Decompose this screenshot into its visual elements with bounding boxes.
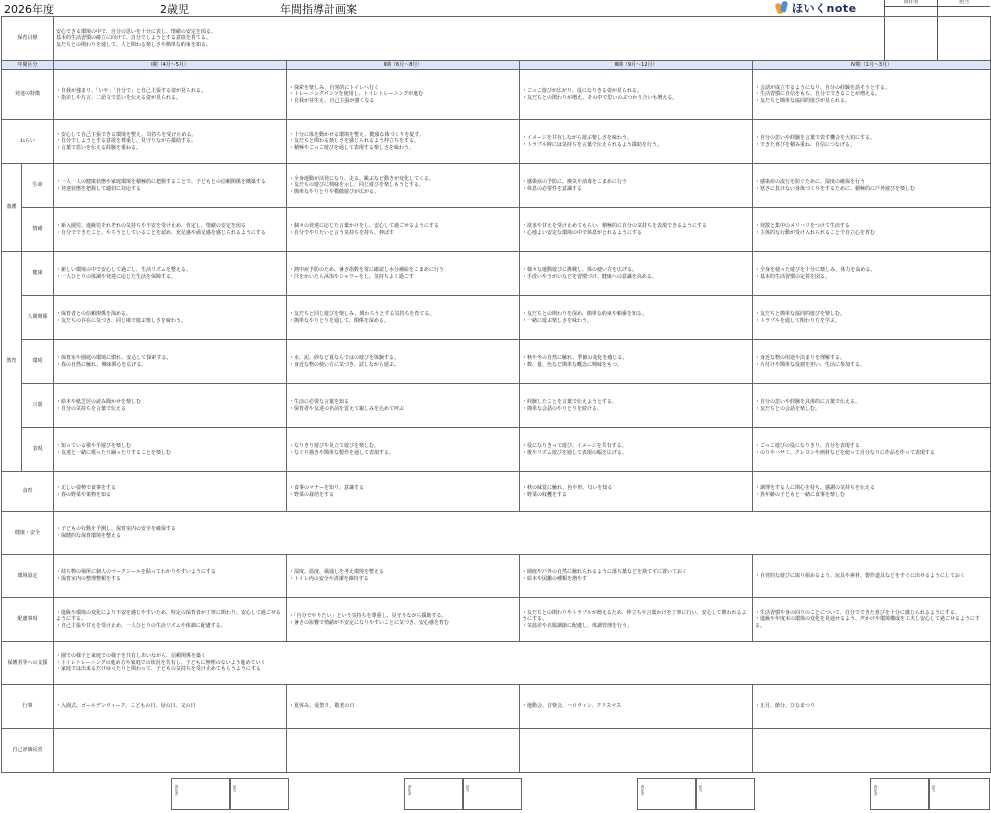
plan-cell: ・保育室や園庭の環境に慣れ、安心して探索する。 ・春の自然に触れ、興味関心を広げる。	[54, 340, 287, 384]
plan-cell: ・水、泥、砂など夏ならではの遊びを体験する。 ・身近な物の使い方に気づき、試しながら遊ぶ。	[287, 340, 520, 384]
row-label: 自己評価反省	[2, 729, 54, 773]
row-label: 健康・安全	[2, 512, 54, 555]
plan-cell: ・新入園児、進級児それぞれの気持ちや不安を受け止め、肯定し、情緒の安定を図る ・自分でできたこと、やろうとしていることを認め、充足感や満足感を感じられるようにする	[54, 208, 287, 252]
plan-cell: ・秋や冬の自然に触れ、季節の変化を感じる。 ・数、量、色など簡単な概念に興味をもつ。	[520, 340, 753, 384]
plan-cell: ・十分に体を動かせる環境を整え、健康な体づくりを促す。 ・友だちと関わる楽しさを感じられるよう仲立ちをする。 ・積極やごっこ遊びを通して表現する楽しさを味わう。	[287, 120, 520, 164]
plan-cell: ・夏休み、夏祭り、敬老の日	[287, 685, 520, 729]
row-environment-setup	[2, 555, 991, 598]
plan-cell: ・生活習慣や身の回りのことについて、自分でできた喜びを十分に感じられるようにする。 ・進級や年度末の環境の変化を見通せるよう、声かけや環境構成を工夫し安心して過ごせるようにする。	[753, 598, 991, 642]
plan-cell: ・運動会、音楽会、ハロウィン、クリスマス	[520, 685, 753, 729]
plan-cell: ・入園式、ゴールデンウィーク、こどもの日、母の日、父の日	[54, 685, 287, 729]
hoiku-note-logo	[776, 0, 857, 16]
plan-cell: ・園庭や戸外の自然に触れられるように落ち葉などを捨てずに置いておく ・絵本や図鑑の種類を増やす	[520, 555, 753, 598]
goals-label: 保育目標	[2, 17, 54, 61]
plan-cell-wide: ・園での様子と家庭での様子を共有しあいながら、信頼関係を築く ・トイレトレーニングの進め方や家庭での状況を共有し、子どもに無理のないよう進めていく ・家庭では出来るだけゆったりと関わって、子どもの気持ちを受け止めてもらうようにする	[54, 642, 991, 685]
plan-cell: ・全身運動が活発になり、走る、跳ぶなど動きが変化してくる。 ・友だちの遊びに興味を示し、同じ遊びを楽しもうとする。 ・簡単なやりとりや模倣遊びが広がる。	[287, 164, 520, 208]
phase-1: Ⅰ期（4月〜5月）	[54, 61, 287, 70]
plan-cell: ・友だちと同じ遊びを楽しみ、関わろうとする気持ちを育てる。 ・簡単なやりとりを通して、関係を深める。	[287, 296, 520, 340]
goals-text: 安心できる環境の中で、自分の思いを十分に表し、情緒の安定を図る。 基本的生活習慣の確立に向けて、自分でしようとする意欲を育てる。 友だちとの関わりを通して、人と関わる楽しさや簡単な約束を知る。	[54, 17, 991, 61]
row-expression	[2, 428, 991, 472]
row-label: 生命	[22, 164, 54, 208]
plan-cell: ・身近な物の用途や決まりを理解する。 ・片付けや簡単な役割を担い、生活に参加する。	[753, 340, 991, 384]
fiscal-year: 2026年度	[4, 3, 54, 16]
footer-sign-box: 責任者	[637, 778, 697, 810]
plan-cell: ・発散と集中のメリハリをつけて生活する ・主体的な行動が受け入れられることで自立心を育む	[753, 208, 991, 252]
approval-label-staff: 担当	[938, 0, 990, 7]
plan-cell-empty	[287, 729, 520, 773]
footer-sign-box: 責任者	[171, 778, 231, 810]
phase-label: 年間区分	[2, 61, 54, 70]
row-life	[2, 164, 991, 208]
group-education: 教育	[2, 252, 22, 472]
plan-cell: ・一人一人の健康状態や家庭環境を積極的に把握することで、子どもとの信頼関係を構築する ・発達状態を把握して適切に対応する	[54, 164, 287, 208]
footer-sign-box: 担当	[928, 778, 990, 810]
age-class: 2歳児	[160, 3, 189, 16]
plan-cell: ・絵本や紙芝居の読み聞かせを楽しむ ・自分の気持ちを言葉で伝える	[54, 384, 287, 428]
plan-cell: ・友だちとの関わりやトラブルが増えるため、仲立ちや言葉かけを丁寧に行い、安心して関われるようにする。 ・気温差や衣服調節に配慮し、体調管理を行う。	[520, 598, 753, 642]
plan-cell: ・「自分でやりたい」という気持ちを尊重し、見守りながら援助する。 ・暑さの影響で情緒が不安定になりやすいことに気づき、安心感を育む	[287, 598, 520, 642]
plan-cell: ・持ち物の場所に個人のマークシールを貼ってわかりやすいようにする ・保育室内の整理整頓をする	[54, 555, 287, 598]
plan-cell: ・秋の味覚に触れ、色や形、匂いを知る ・野菜の収穫をする	[520, 472, 753, 512]
row-label: 食育	[2, 472, 54, 512]
plan-cell: ・様々な運動遊びに挑戦し、体の使い方を広げる。 ・手洗いやうがいなどを習慣づけ、健康への意識を高める。	[520, 252, 753, 296]
plan-cell: ・会話が成立するようになり、自分の経験を話そうとする。 ・生活習慣に自信をもち、自分でできることが増える。 ・友だちと簡単な協同的遊びが見られる。	[753, 70, 991, 120]
row-label: 保護者等への支援	[2, 642, 54, 685]
row-food-education	[2, 472, 991, 512]
plan-cell: ・友だちと簡単な協同的遊びを楽しむ。 ・トラブルを通して関わり方を学ぶ。	[753, 296, 991, 340]
plan-cell: ・自我が強まり、「いや」「自分で」と自己主張する姿が見られる。 ・指差しや片言、二語文で思いを伝える姿が見られる。	[54, 70, 287, 120]
row-health	[2, 252, 991, 296]
row-relationships	[2, 296, 991, 340]
plan-cell: ・保育者との信頼関係を深める。 ・友だちの存在に気づき、同じ場で遊ぶ楽しさを味わう。	[54, 296, 287, 340]
plan-cell-wide: ・子どもの行動を予測し、保育室内の安全を確保する ・保健的な保育環境を整える	[54, 512, 991, 555]
row-environment	[2, 340, 991, 384]
plan-cell-empty	[54, 729, 287, 773]
plan-cell: ・熱中症予防のため、暑さ指数を常に確認し水分補給をこまめに行う ・汗をかいたら沐浴やシャワーをし、気持ちよく過ごす	[287, 252, 520, 296]
plan-cell: ・進級や環境の変化により不安を感じやすいため、特定の保育者が丁寧に関わり、安心して過ごせるようにする。 ・自己主張や甘えを受け止め、一人ひとりの生活リズムや体調に配慮する。	[54, 598, 287, 642]
plan-cell-empty	[520, 729, 753, 773]
row-label: 発達の特徴	[2, 70, 54, 120]
plan-table	[1, 16, 991, 773]
plan-cell: ・個々の発達に応じた言葉かけをし、安心して過ごせるようにする ・自分でやりたいと言う気持ちを持ち、伸ばす	[287, 208, 520, 252]
plan-cell-empty	[753, 729, 991, 773]
plan-cell: ・自分の思いや経験を言葉で表す機会を大切にする。 ・できた喜びを積み重ね、自信につなげる。	[753, 120, 991, 164]
phase-3: Ⅲ期（9月〜12月）	[520, 61, 753, 70]
row-label: 健康	[22, 252, 54, 296]
row-label: 環境	[22, 340, 54, 384]
group-care: 養護	[2, 164, 22, 252]
phase-2: Ⅱ期（6月〜8月）	[287, 61, 520, 70]
plan-cell: ・自発的な遊びに取り組めるよう、玩具や素材、製作道具などをすぐに出せるようにしておく	[753, 555, 991, 598]
logo-text: ほいくnote	[792, 2, 857, 15]
phase-4: Ⅳ期（1月〜3月）	[753, 61, 991, 70]
row-considerations	[2, 598, 991, 642]
document-header	[0, 0, 991, 16]
footer-sign-box: 責任者	[870, 778, 930, 810]
footer-sign-area	[1, 778, 990, 810]
row-label: 情緒	[22, 208, 54, 252]
row-development	[2, 70, 991, 120]
footer-sign-box: 担当	[462, 778, 522, 810]
row-self-evaluation	[2, 729, 991, 773]
row-language	[2, 384, 991, 428]
plan-cell: ・調理をする人に関心を持ち、感謝の気持ちを伝える ・異年齢の子どもと一緒に食事を楽しむ	[753, 472, 991, 512]
plan-cell: ・欲求や甘えを受け止めてもらい、積極的に自分の気持ちを表現できるようにする ・心地よい安定な環境の中で休息がとれるようにする	[520, 208, 753, 252]
plan-cell: ・湿度、温度、風通しを考え環境を整える ・トイレ内の安全や清潔を維持する	[287, 555, 520, 598]
footer-sign-box: 責任者	[404, 778, 464, 810]
plan-cell: ・役になりきって遊び、イメージを共有する。 ・歌やリズム遊びを通して表現の幅を広げる。	[520, 428, 753, 472]
row-emotion	[2, 208, 991, 252]
row-health-safety	[2, 512, 991, 555]
plan-cell: ・正しい姿勢で食事をする ・春の野菜や果物を知る	[54, 472, 287, 512]
plan-cell: ・全身を使った遊びを十分に楽しみ、体力を高める。 ・基本的生活習慣の定着を図る。	[753, 252, 991, 296]
plan-cell: ・知っている歌や手遊びを楽しむ ・友達と一緒に歌ったり踊ったりすることを楽しむ	[54, 428, 287, 472]
plan-cell: ・正月、節分、ひなまつり	[753, 685, 991, 729]
row-family-support	[2, 642, 991, 685]
row-label: 環境設定	[2, 555, 54, 598]
plan-cell: ・感染症の流行を防ぐために、湿度の確保を行う ・寒さに負けない身体づくりをするために、積極的に戸外遊びを楽しむ	[753, 164, 991, 208]
row-label: 人間関係	[22, 296, 54, 340]
plan-cell: ・ごっこ遊びの役になりきり、自分を表現する ・のりやハサミ、クレヨンや画材などを使って自分なりに作品を作って表現する	[753, 428, 991, 472]
document-title: 年間指導計画案	[280, 3, 357, 16]
plan-cell: ・探索を楽しみ、自発的にトイレへ行く ・トレーニングパンツを使用し、トイレトレーニングが進む ・自我が芽生え、自己主張が強くなる	[287, 70, 520, 120]
plan-cell: ・なりきり遊びや見立て遊びを楽しむ。 ・なぐり描きや簡単な製作を通して表現する。	[287, 428, 520, 472]
plan-cell: ・ごっこ遊びが広がり、役になりきる姿が見られる。 ・友だちとの関わりが増え、その中で思いのぶつかり合いも増える。	[520, 70, 753, 120]
plan-cell: ・イメージを共有しながら遊ぶ楽しさを味わう。 ・トラブル時には気持ちを言葉で伝えられるよう援助を行う。	[520, 120, 753, 164]
plan-cell: ・感染症の予防に、換気や消毒をこまめに行う ・休息の必要性を意識する	[520, 164, 753, 208]
approval-label-manager: 責任者	[885, 0, 937, 7]
plan-cell: ・自分の思いや経験を具体的に言葉で伝える。 ・友だちとの会話を楽しむ。	[753, 384, 991, 428]
plan-cell: ・安心して自己主張できる環境を整え、気持ちを受け止める。 ・自分でしようとする意欲を尊重し、見守りながら援助する。 ・言葉で思いを伝える経験を重ねる。	[54, 120, 287, 164]
leaf-logo-icon	[776, 1, 788, 15]
row-aims	[2, 120, 991, 164]
footer-sign-box: 担当	[695, 778, 755, 810]
row-label: 行事	[2, 685, 54, 729]
row-label: 表現	[22, 428, 54, 472]
row-label: 配慮事項	[2, 598, 54, 642]
plan-cell: ・経験したことを言葉で伝えようとする。 ・簡単な会話のやりとりを続ける。	[520, 384, 753, 428]
row-label: 言葉	[22, 384, 54, 428]
row-events	[2, 685, 991, 729]
plan-cell: ・食事のマナーを知り、意識する ・野菜の栽培をする	[287, 472, 520, 512]
footer-sign-box: 担当	[229, 778, 289, 810]
plan-cell: ・友だちとの関わりを深め、簡単な約束や順番を知る。 ・一緒に遊ぶ楽しさを味わう。	[520, 296, 753, 340]
row-label: ねらい	[2, 120, 54, 164]
plan-cell: ・生活に必要な言葉を知る ・保育者や友達の名前を覚えて親しみを込めて呼ぶ	[287, 384, 520, 428]
plan-cell: ・新しい環境の中で安心して過ごし、生活リズムを整える。 ・一人ひとりの体調や発達に応じた生活を保障する。	[54, 252, 287, 296]
